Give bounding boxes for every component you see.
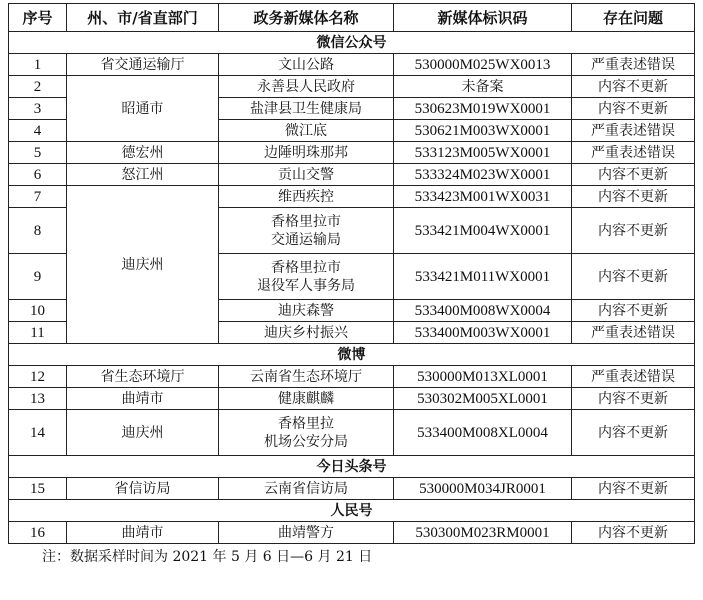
table-row: [9, 478, 695, 500]
media-name-line: 香格里拉市: [271, 213, 341, 230]
media-name-line: 永善县人民政府: [257, 78, 355, 95]
header-cell-no: 序号: [9, 4, 67, 32]
section-row: [9, 344, 695, 366]
media-code-cell: 533421M011WX0001: [394, 254, 572, 300]
media-name-cell: [219, 54, 394, 76]
media-code-cell: 530623M019WX0001: [394, 98, 572, 120]
section-title: 人民号: [9, 500, 695, 522]
media-name-line: 维西疾控: [278, 188, 334, 205]
issue-cell: 内容不更新: [572, 98, 695, 120]
issue-cell: 内容不更新: [572, 208, 695, 254]
media-name-cell: [219, 478, 394, 500]
row-number-cell: 8: [9, 208, 67, 254]
media-issues-table: [8, 3, 695, 544]
media-name-line: 健康麒麟: [278, 390, 334, 407]
table-row: [9, 388, 695, 410]
media-name-cell: [219, 164, 394, 186]
row-number-cell: 5: [9, 142, 67, 164]
row-number-cell: 15: [9, 478, 67, 500]
row-number-cell: 7: [9, 186, 67, 208]
media-name-cell: [219, 388, 394, 410]
media-code-cell: 530302M005XL0001: [394, 388, 572, 410]
department-cell: 曲靖市: [67, 522, 219, 544]
media-name-line: 微江底: [285, 122, 327, 139]
row-number-cell: 14: [9, 410, 67, 456]
footnote: 注：数据采样时间为 2021 年 5 月 6 日—6 月 21 日: [42, 549, 373, 565]
header-cell-dept: 州、市/省直部门: [67, 4, 219, 32]
media-name-line: 迪庆乡村振兴: [264, 324, 348, 341]
media-name-line: 香格里拉: [278, 415, 334, 432]
issue-cell: 内容不更新: [572, 254, 695, 300]
media-name-cell: [219, 120, 394, 142]
media-code-cell: 533123M005WX0001: [394, 142, 572, 164]
header-row: [9, 4, 695, 32]
media-code-cell: 533400M008WX0004: [394, 300, 572, 322]
section-row: [9, 32, 695, 54]
section-title: 微信公众号: [9, 32, 695, 54]
issue-cell: 内容不更新: [572, 410, 695, 456]
table-body: [9, 32, 695, 544]
section-row: [9, 500, 695, 522]
department-cell: 曲靖市: [67, 388, 219, 410]
media-code-cell: 530300M023RM0001: [394, 522, 572, 544]
media-code-cell: 530000M034JR0001: [394, 478, 572, 500]
media-name-line: 曲靖警方: [278, 524, 334, 541]
media-name-cell: [219, 522, 394, 544]
issue-cell: 严重表述错误: [572, 54, 695, 76]
media-name-cell: [219, 410, 394, 456]
media-name-line: 云南省生态环境厅: [250, 368, 362, 385]
media-name-line: 贡山交警: [278, 166, 334, 183]
section-title: 今日头条号: [9, 456, 695, 478]
table-row: [9, 366, 695, 388]
document: [8, 3, 694, 566]
media-code-cell: 未备案: [394, 76, 572, 98]
department-cell: 怒江州: [67, 164, 219, 186]
department-cell: 昭通市: [67, 76, 219, 142]
header-cell-name: 政务新媒体名称: [219, 4, 394, 32]
row-number-cell: 2: [9, 76, 67, 98]
row-number-cell: 16: [9, 522, 67, 544]
issue-cell: 内容不更新: [572, 388, 695, 410]
issue-cell: 内容不更新: [572, 300, 695, 322]
issue-cell: 严重表述错误: [572, 142, 695, 164]
media-code-cell: 533324M023WX0001: [394, 164, 572, 186]
issue-cell: 严重表述错误: [572, 120, 695, 142]
row-number-cell: 6: [9, 164, 67, 186]
media-name-line: 云南省信访局: [264, 480, 348, 497]
row-number-cell: 4: [9, 120, 67, 142]
header-cell-issue: 存在问题: [572, 4, 695, 32]
department-cell: 迪庆州: [67, 186, 219, 344]
media-code-cell: 530000M013XL0001: [394, 366, 572, 388]
issue-cell: 内容不更新: [572, 164, 695, 186]
department-cell: 省生态环境厅: [67, 366, 219, 388]
media-code-cell: 533421M004WX0001: [394, 208, 572, 254]
department-cell: 省交通运输厅: [67, 54, 219, 76]
issue-cell: 内容不更新: [572, 478, 695, 500]
issue-cell: 严重表述错误: [572, 322, 695, 344]
media-name-line: 机场公安分局: [264, 433, 348, 450]
media-name-cell: [219, 254, 394, 300]
table-row: [9, 164, 695, 186]
row-number-cell: 9: [9, 254, 67, 300]
media-name-cell: [219, 186, 394, 208]
row-number-cell: 1: [9, 54, 67, 76]
section-row: [9, 456, 695, 478]
media-code-cell: 533400M008XL0004: [394, 410, 572, 456]
media-name-cell: [219, 76, 394, 98]
media-name-cell: [219, 208, 394, 254]
department-cell: 省信访局: [67, 478, 219, 500]
media-name-line: 盐津县卫生健康局: [250, 100, 362, 117]
media-code-cell: 530000M025WX0013: [394, 54, 572, 76]
issue-cell: 内容不更新: [572, 522, 695, 544]
issue-cell: 内容不更新: [572, 76, 695, 98]
media-name-line: 香格里拉市: [271, 259, 341, 276]
media-code-cell: 530621M003WX0001: [394, 120, 572, 142]
section-title: 微博: [9, 344, 695, 366]
media-name-line: 交通运输局: [271, 231, 341, 248]
media-name-line: 边陲明珠那邦: [264, 144, 348, 161]
row-number-cell: 3: [9, 98, 67, 120]
media-name-cell: [219, 322, 394, 344]
table-row: [9, 522, 695, 544]
row-number-cell: 11: [9, 322, 67, 344]
media-name-cell: [219, 300, 394, 322]
department-cell: 迪庆州: [67, 410, 219, 456]
row-number-cell: 12: [9, 366, 67, 388]
table-row: [9, 54, 695, 76]
issue-cell: 内容不更新: [572, 186, 695, 208]
table-row: [9, 76, 695, 98]
row-number-cell: 13: [9, 388, 67, 410]
header-cell-code: 新媒体标识码: [394, 4, 572, 32]
issue-cell: 严重表述错误: [572, 366, 695, 388]
media-name-cell: [219, 98, 394, 120]
table-row: [9, 142, 695, 164]
media-name-line: 退役军人事务局: [257, 277, 355, 294]
media-name-line: 迪庆森警: [278, 302, 334, 319]
table-row: [9, 410, 695, 456]
department-cell: 德宏州: [67, 142, 219, 164]
media-code-cell: 533400M003WX0001: [394, 322, 572, 344]
table-row: [9, 186, 695, 208]
row-number-cell: 10: [9, 300, 67, 322]
media-name-cell: [219, 366, 394, 388]
media-code-cell: 533423M001WX0031: [394, 186, 572, 208]
media-name-cell: [219, 142, 394, 164]
media-name-line: 文山公路: [278, 56, 334, 73]
